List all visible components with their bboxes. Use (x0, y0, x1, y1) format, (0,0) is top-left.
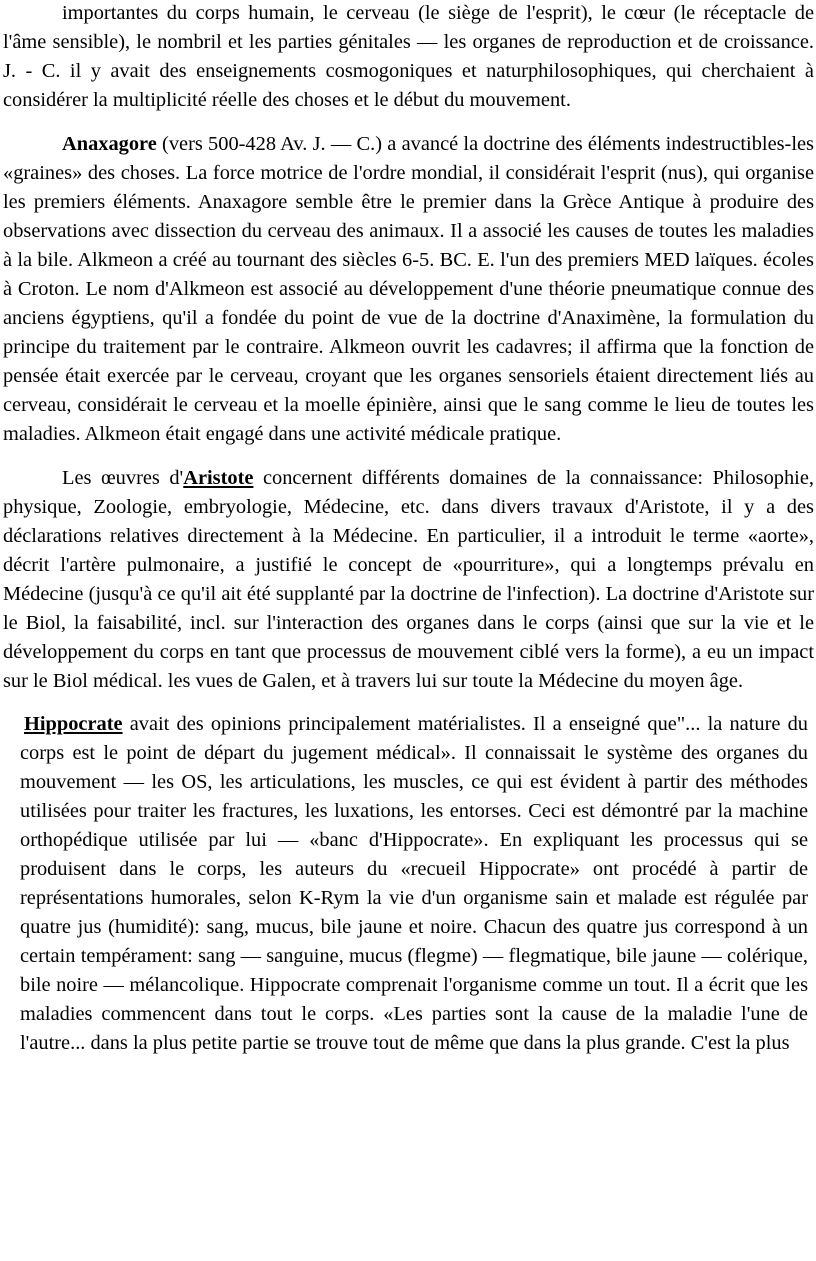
name-aristote: Aristote (183, 467, 254, 489)
paragraph-prefix: Les œuvres d' (62, 467, 184, 489)
name-hippocrate: Hippocrate (24, 713, 123, 735)
paragraph-text: avait des opinions principalement matérialistes. Il a enseigné que"... la nature du corps est le point de départ du jugement médical». Il connaissait le système des organes du mouvement — les OS, les articulations, les muscles, ce qui est évident à partir des méthodes utilisées pour traiter les fractures, les luxations, les entorses. Ceci est démontré par la machine orthopédique utilisée par lui — «banc d'Hippocrate». En expliquant les processus qui se produisent dans le corps, les auteurs du «recueil Hippocrate» ont procédé à partir de représentations humorales, selon K-Rym la vie d'un organisme sain et malade est régulée par quatre jus (humidité): sang, mucus, bile jaune et noire. Chacun des quatre jus correspond à un certain tempérament: sang — sanguine, mucus (flegme) — flegmatique, bile jaune — colérique, bile noire — mélancolique. Hippocrate comprenait l'organisme comme un tout. Il a écrit que les maladies commencent dans tout le corps. «Les parties sont la cause de la maladie l'une de l'autre... dans la plus petite partie se trouve tout de même que dans la plus grande. C'est la plus (20, 713, 808, 1054)
paragraph-anaxagore (3, 130, 814, 449)
paragraph-aristote (3, 464, 814, 696)
paragraph-text: concernent différents domaines de la connaissance: Philosophie, physique, Zoologie, embryologie, Médecine, etc. dans divers travaux d'Aristote, il y a des déclarations relatives directement à la Médecine. En particulier, il a introduit le terme «aorte», décrit l'artère pulmonaire, a justifié le concept de «pourriture», qui a longtemps prévalu en Médecine (jusqu'à ce qu'il ait été supplanté par la doctrine de l'infection). La doctrine d'Aristote sur le Biol, la faisabilité, incl. sur l'interaction des organes dans le corps (ainsi que sur la vie et le développement du corps en tant que processus de mouvement ciblé vers la forme), a eu un impact sur le Biol médical. les vues de Galen, et à travers lui sur toute la Médecine du moyen âge. (3, 467, 814, 692)
name-anaxagore: Anaxagore (62, 133, 157, 155)
paragraph-cosmogony (3, 0, 814, 115)
paragraph-text: (vers 500-428 Av. J. — C.) a avancé la doctrine des éléments indestructibles-les «graines» des choses. La force motrice de l'ordre mondial, il considérait l'esprit (nus), qui organise les premiers éléments. Anaxagore semble être le premier dans la Grèce Antique à produire des observations avec dissection du cerveau des animaux. Il a associé les causes de toutes les maladies à la bile. Alkmeon a créé au tournant des siècles 6-5. BC. E. l'un des premiers MED laïques. écoles à Croton. Le nom d'Alkmeon est associé au développement d'une théorie pneumatique connue des anciens égyptiens, qu'il a fondée du point de vue de la doctrine d'Anaximène, la formulation du principe du traitement par le contraire. Alkmeon ouvrit les cadavres; il affirma que la fonction de pensée était exercée par le cerveau, croyant que les organes sensoriels étaient directement liés au cerveau, considérait le cerveau et la moelle épinière, ainsi que le sang comme le lieu de toutes les maladies. Alkmeon était engagé dans une activité médicale pratique. (3, 133, 814, 445)
paragraph-text: importantes du corps humain, le cerveau (le siège de l'esprit), le cœur (le réceptacle de l'âme sensible), le nombril et les parties génitales — les organes de reproduction et de croissance. J. - C. il y avait des enseignements cosmogoniques et naturphilosophiques, qui cherchaient à considérer la multiplicité réelle des choses et le début du mouvement. (3, 2, 814, 111)
paragraph-hippocrate (20, 710, 808, 1058)
